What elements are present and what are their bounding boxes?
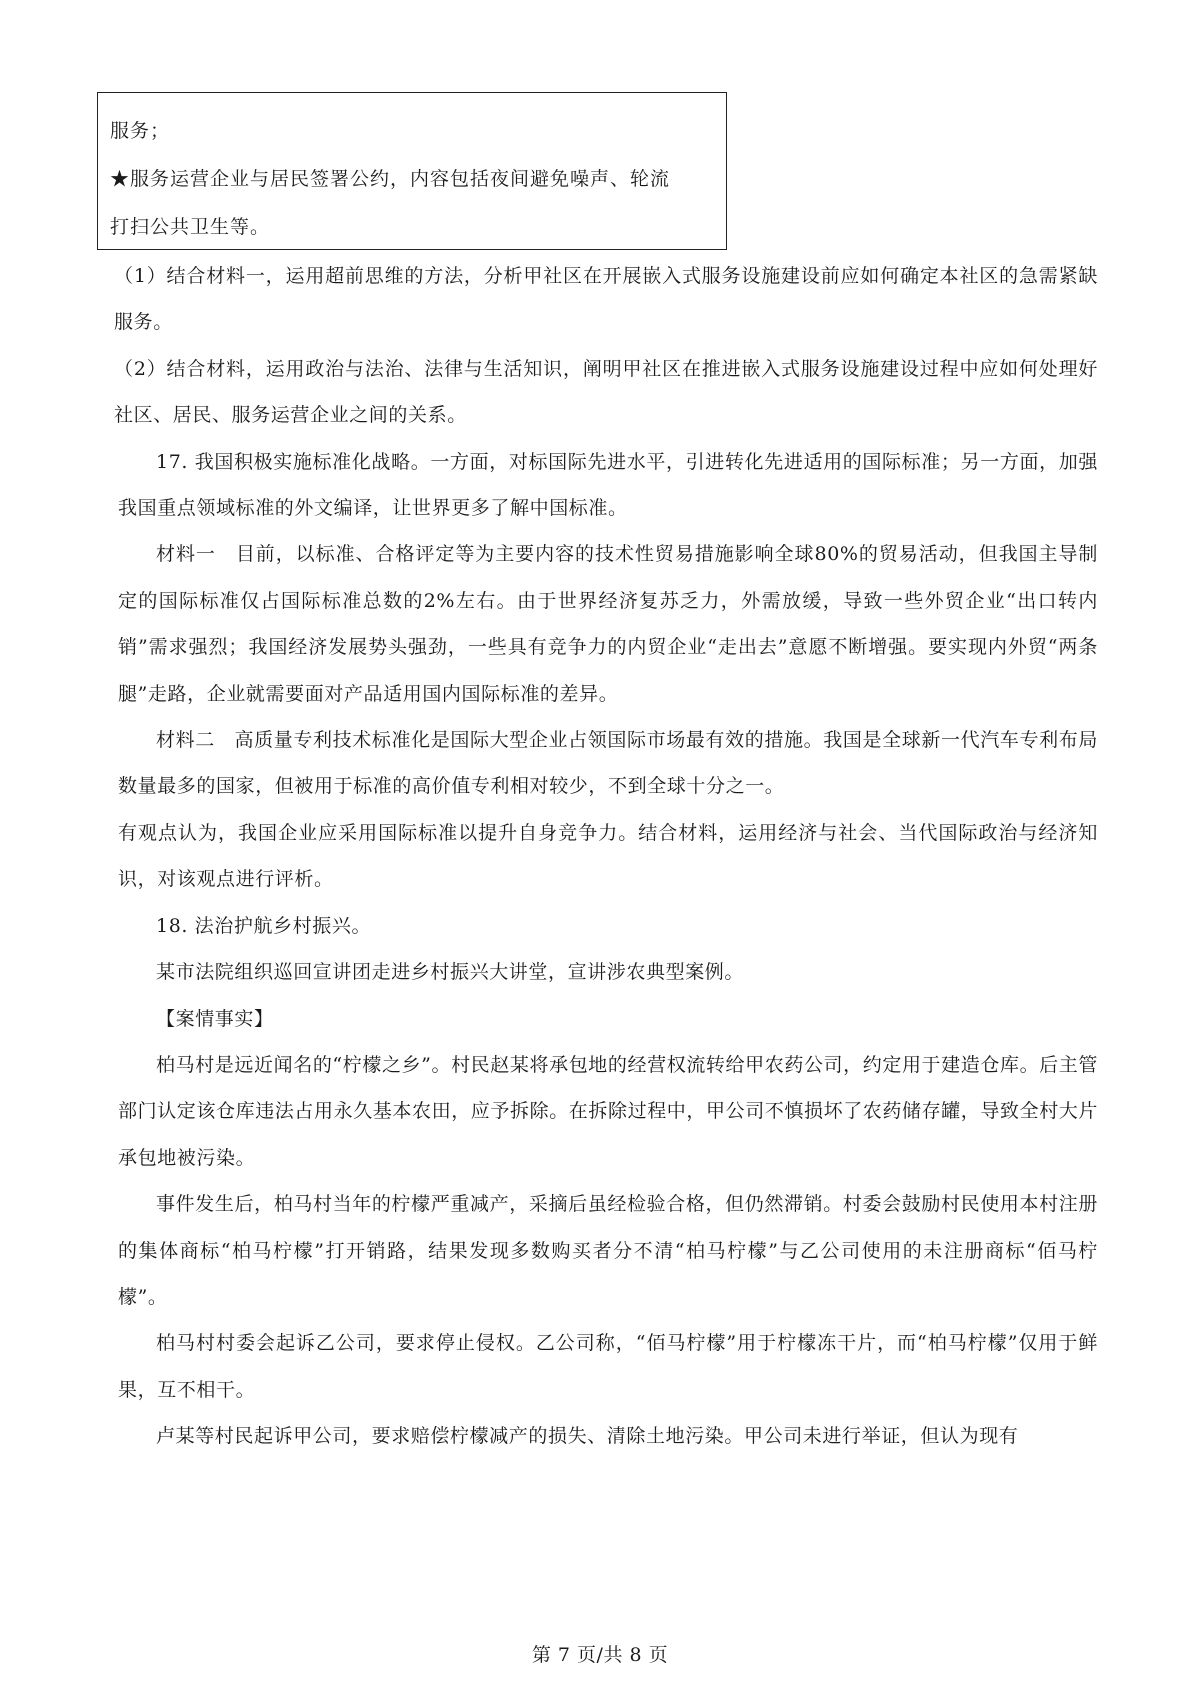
box-line-1: 服务；	[110, 120, 171, 142]
question-17-task: 有观点认为，我国企业应采用国际标准以提升自身竞争力。结合材料，运用经济与社会、当代国际政治与经济知识，对该观点进行评析。	[118, 821, 1098, 891]
case-facts-heading: 【案情事实】	[156, 1007, 274, 1030]
material-box	[97, 92, 727, 250]
question-18-paragraph-5: 卢某等村民起诉甲公司，要求赔偿柠檬减产的损失、清除土地污染。甲公司未进行举证，但认为现有	[156, 1425, 1019, 1448]
question-18-paragraph-1: 某市法院组织巡回宣讲团走进乡村振兴大讲堂，宣讲涉农典型案例。	[156, 961, 745, 984]
question-18-paragraph-2: 柏马村是远近闻名的“柠檬之乡”。村民赵某将承包地的经营权流转给甲农药公司，约定用于建造仓库。后主管部门认定该仓库违法占用永久基本农田，应予拆除。在拆除过程中，甲公司不慎损坏了农药储存罐，导致全村大片承包地被污染。	[118, 1053, 1099, 1169]
page-footer: 第 7 页/共 8 页	[531, 1644, 669, 1666]
question-17-material-2: 材料二 高质量专利技术标准化是国际大型企业占领国际市场最有效的措施。我国是全球新一代汽车专利布局数量最多的国家，但被用于标准的高价值专利相对较少，不到全球十分之一。	[118, 729, 1098, 798]
box-line-2: ★服务运营企业与居民签署公约，内容包括夜间避免噪声、轮流	[110, 168, 671, 190]
question-18-paragraph-3: 事件发生后，柏马村当年的柠檬严重减产，采摘后虽经检验合格，但仍然滞销。村委会鼓励村民使用本村注册的集体商标“柏马柠檬”打开销路，结果发现多数购买者分不清“柏马柠檬”与乙公司使用的未注册商标“佰马柠檬”。	[118, 1193, 1098, 1308]
question-16-1: （1）结合材料一，运用超前思维的方法，分析甲社区在开展嵌入式服务设施建设前应如何确定本社区的急需紧缺服务。	[114, 265, 1098, 334]
question-18-paragraph-4: 柏马村村委会起诉乙公司，要求停止侵权。乙公司称，“佰马柠檬”用于柠檬冻干片，而“柏马柠檬”仅用于鲜果，互不相干。	[118, 1332, 1098, 1401]
question-16-2: （2）结合材料，运用政治与法治、法律与生活知识，阐明甲社区在推进嵌入式服务设施建设过程中应如何处理好社区、居民、服务运营企业之间的关系。	[114, 357, 1098, 427]
question-17-material-1: 材料一 目前，以标准、合格评定等为主要内容的技术性贸易措施影响全球80%的贸易活动，但我国主导制定的国际标准仅占国际标准总数的2%左右。由于世界经济复苏乏力，外需放缓，导致一些外贸企业“出口转内销”需求强烈；我国经济发展势头强劲，一些具有竞争力的内贸企业“走出去”意愿不断增强。要实现内外贸“两条腿”走路，企业就需要面对产品适用国内国际标准的差异。	[118, 543, 1098, 705]
question-18-intro: 18. 法治护航乡村振兴。	[156, 914, 372, 937]
question-content	[114, 253, 1099, 1460]
question-17-intro: 17. 我国积极实施标准化战略。一方面，对标国际先进水平，引进转化先进适用的国际标准；另一方面，加强我国重点领域标准的外文编译，让世界更多了解中国标准。	[118, 450, 1098, 520]
box-line-3: 打扫公共卫生等。	[110, 216, 271, 238]
